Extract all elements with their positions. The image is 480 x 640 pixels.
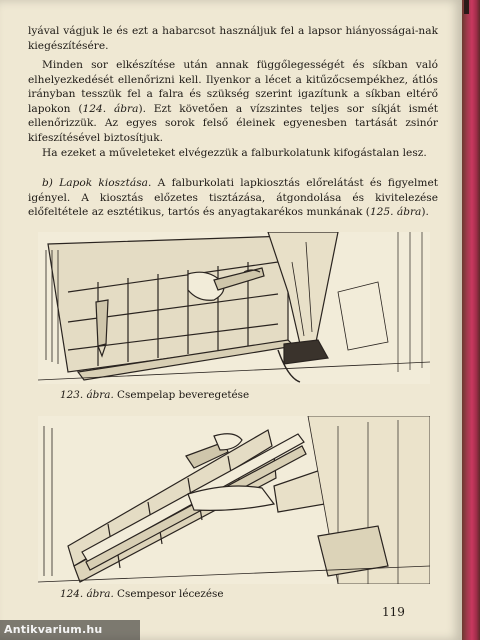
paragraph-3-text: Ha ezeket a műveleteket elvégezzük a falburkolatunk kifogástalan lesz. bbox=[42, 147, 427, 159]
book-edge bbox=[462, 0, 480, 640]
paragraph-2 bbox=[28, 58, 438, 146]
paragraph-2-text-a: Minden sor elkészítése után annak függőlegességét és síkban való elhelyezkedését ellenőrizni kell. Ilyenkor a lécet a kitűzőcsempékhez, átlós irányban tesszük fel a falra és szükség szerint igazítunk a síkban eltérő lapokon ( bbox=[28, 59, 438, 115]
section-heading-b: b) Lapok kiosztása. bbox=[42, 177, 152, 189]
paragraph-3 bbox=[28, 146, 438, 161]
figure-123-caption-text: Csempelap beveregetése bbox=[113, 389, 250, 401]
row-leveling-drawing bbox=[38, 416, 430, 584]
figure-124-caption bbox=[60, 588, 224, 600]
figure-123-number: 123. ábra. bbox=[60, 389, 114, 401]
paragraph-4 bbox=[28, 176, 438, 220]
paragraph-4-text-a: A falburkolati lapkiosztás előrelátást és figyelmet igényel. A kiosztás előzetes tisztázása, átgondolása és kivitelezése előfeltétele az esztétikus, tartós és anyagtakarékos munkának ( bbox=[28, 177, 438, 219]
figure-reference-124: 124. ábra bbox=[82, 102, 139, 115]
figure-124-caption-text: Csempesor lécezése bbox=[113, 588, 224, 600]
figure-123-illustration bbox=[38, 232, 430, 384]
paragraph-1-text: lyával vágjuk le és ezt a habarcsot használjuk fel a lapsor hiányosságai-nak kiegészítésére. bbox=[28, 25, 438, 52]
page-number: 119 bbox=[382, 605, 405, 619]
tile-tapping-drawing bbox=[38, 232, 430, 384]
figure-reference-125: 125. ábra bbox=[369, 206, 422, 219]
figure-123-caption bbox=[60, 389, 249, 401]
paragraph-2-text-b: ). Ezt követően a vízszintes teljes sor síkját ismét ellenőrizzük. Az egyes sorok felső éleinek egyenesben tartását zsinór kifeszítésével biztosítjuk. bbox=[28, 102, 438, 144]
book-edge-notch bbox=[464, 0, 469, 14]
figure-124-number: 124. ábra. bbox=[60, 588, 114, 600]
figure-124-illustration bbox=[38, 416, 430, 584]
paragraph-4-text-b: ). bbox=[421, 206, 429, 219]
watermark: Antikvarium.hu bbox=[0, 620, 140, 640]
paragraph-1 bbox=[28, 24, 438, 53]
